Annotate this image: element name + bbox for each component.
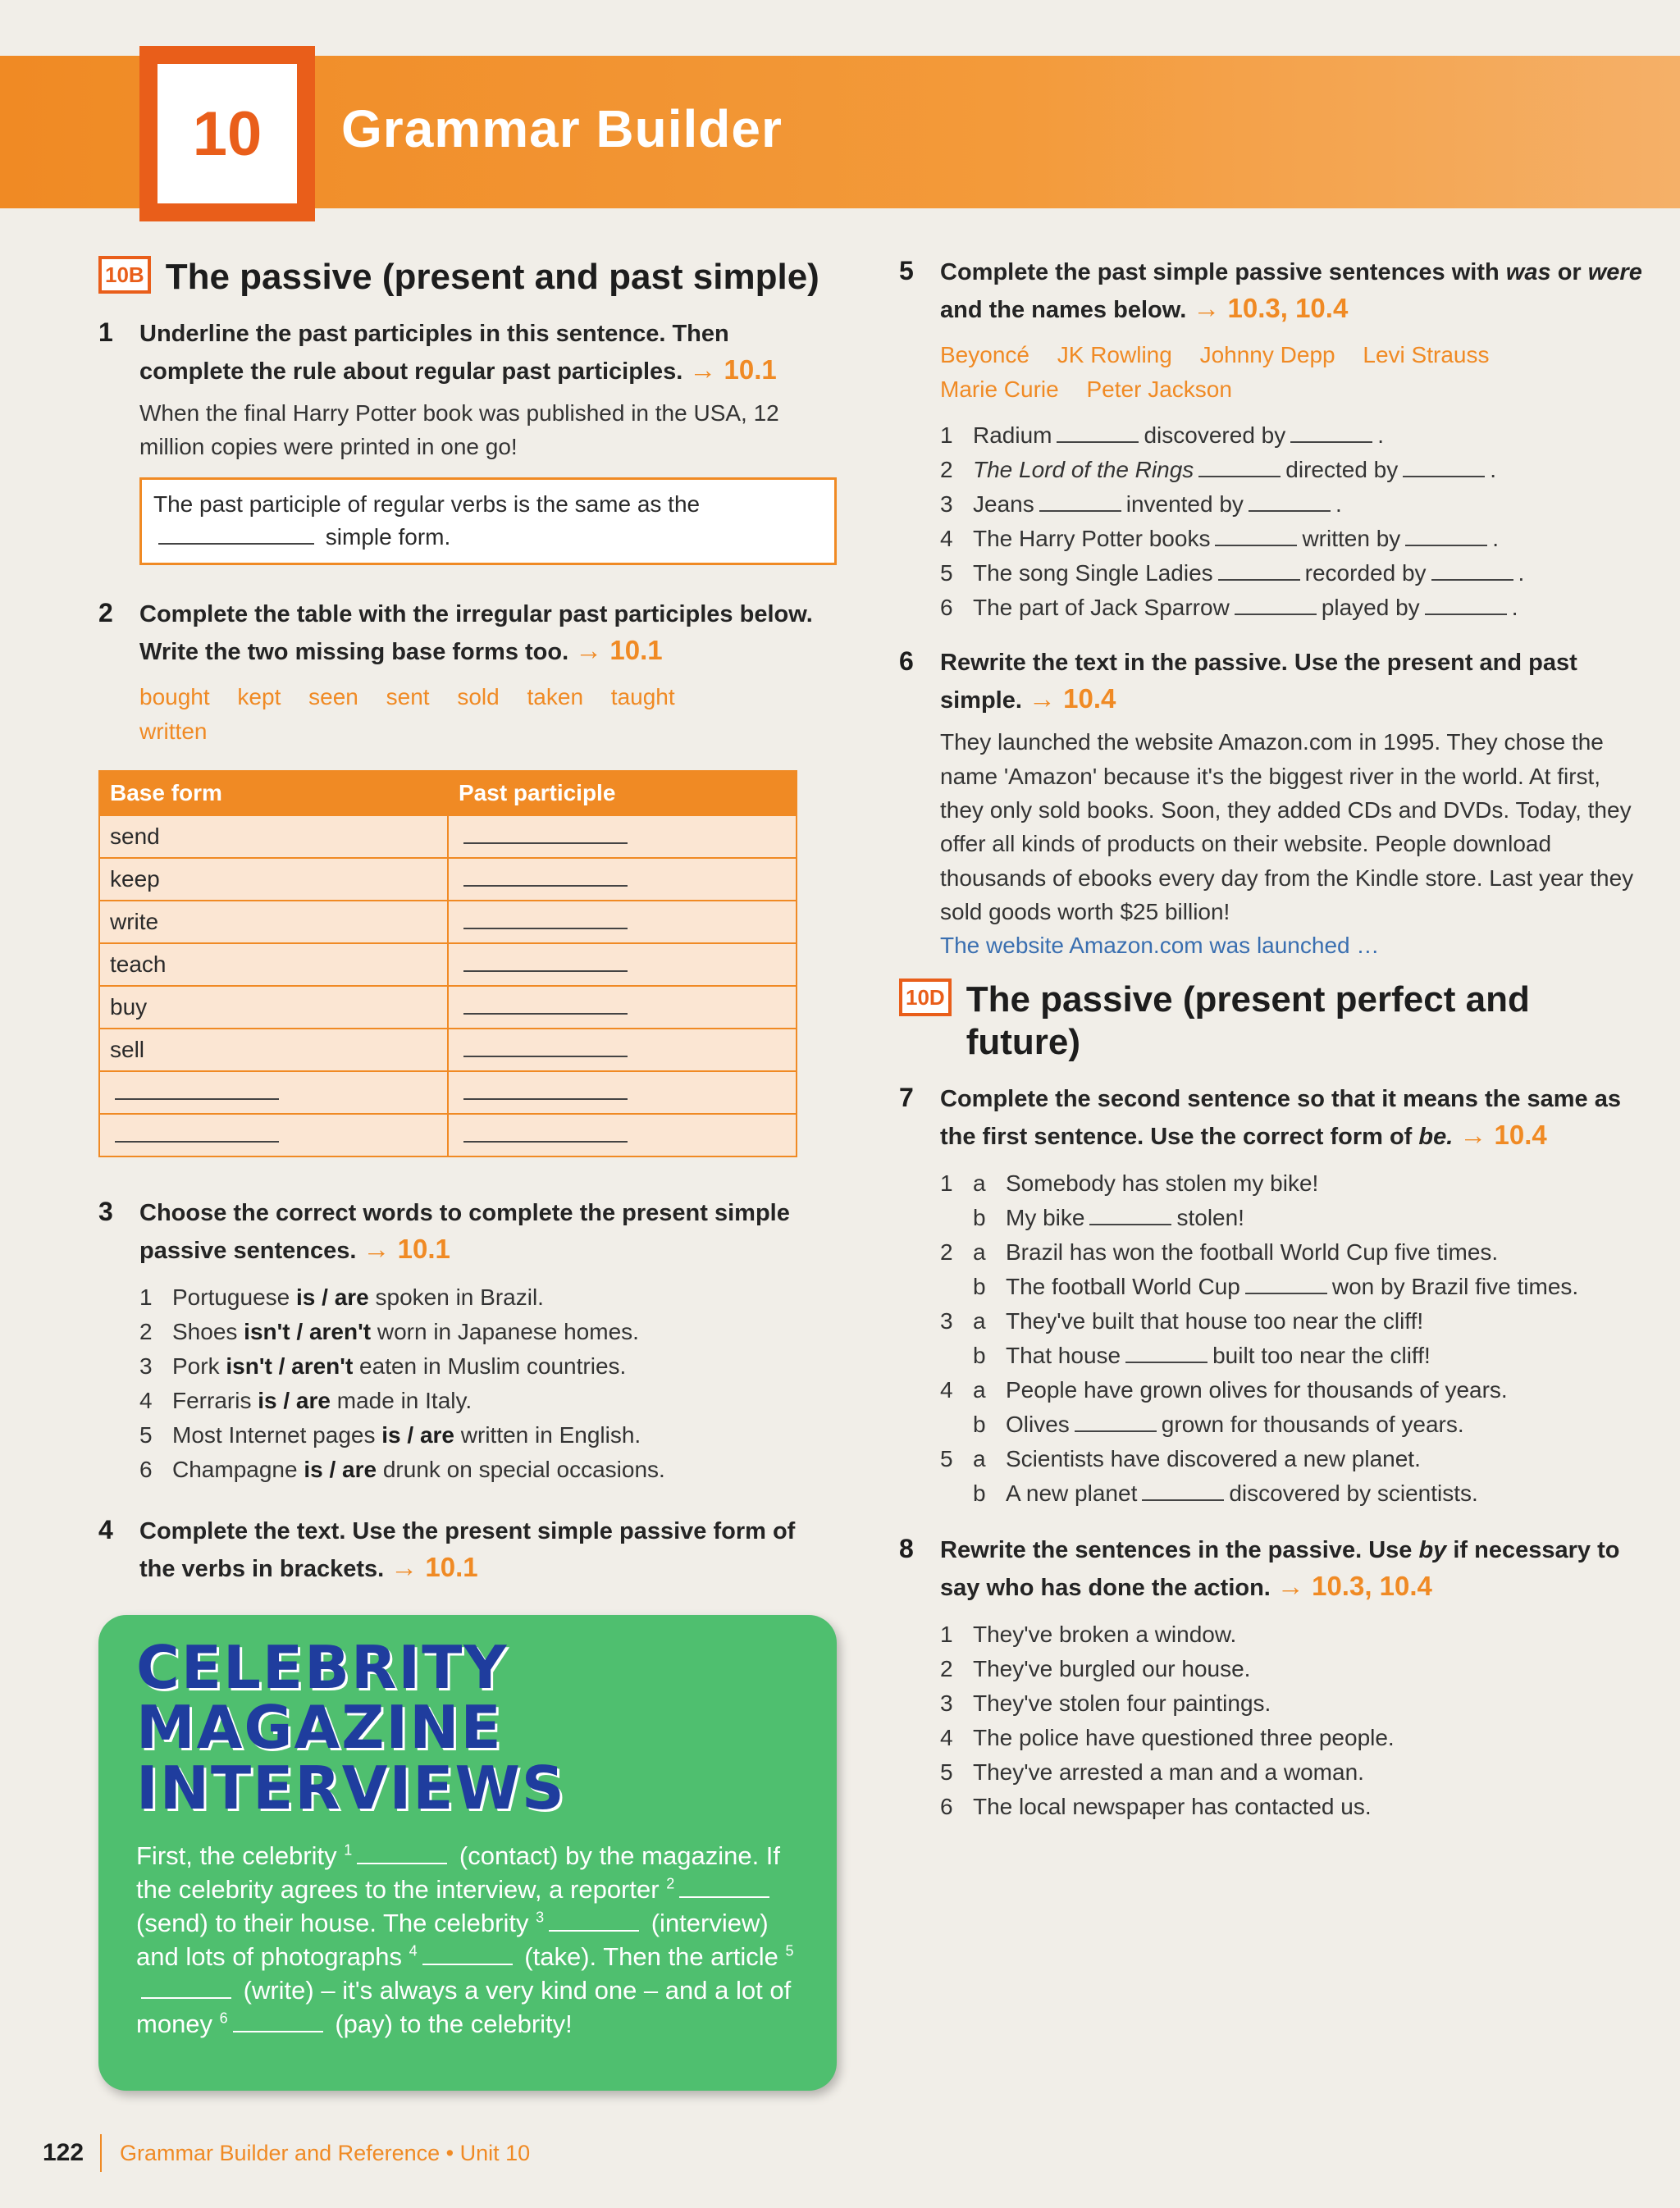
section-10b-heading <box>98 256 837 299</box>
box-title: CELEBRITY MAGAZINE INTERVIEWS <box>136 1632 566 1823</box>
exercise-6 <box>899 646 1646 959</box>
reference-link[interactable]: → 10.4 <box>1029 683 1116 714</box>
choice-options[interactable]: is / are <box>304 1456 377 1482</box>
exercise-8 <box>899 1534 1646 1824</box>
answer-blank[interactable] <box>1405 544 1487 546</box>
table-row: sell <box>99 1029 797 1071</box>
word-item: sold <box>457 683 500 709</box>
exercise-3 <box>98 1197 837 1487</box>
exercise-7 <box>899 1083 1646 1511</box>
answer-blank[interactable] <box>1057 440 1139 443</box>
list-item: 2 Shoes isn't / aren't worn in Japanese homes. <box>139 1318 639 1344</box>
choice-options[interactable]: isn't / aren't <box>244 1318 372 1344</box>
answer-blank[interactable] <box>1249 509 1331 512</box>
list-item: 5 They've arrested a man and a woman. <box>940 1759 1364 1786</box>
answer-blank[interactable] <box>1198 475 1281 477</box>
word-item: Johnny Depp <box>1199 342 1335 368</box>
exercise-instruction: Complete the second sentence so that it means the same as the first sentence. Use the correct form of be. → 10.4 <box>940 1086 1621 1151</box>
unit-number-box <box>139 46 315 221</box>
exercise-1 <box>98 317 837 565</box>
column-header: Past participle <box>448 771 797 815</box>
sentence-list <box>940 1617 1646 1824</box>
name-bank <box>940 338 1646 407</box>
answer-blank[interactable] <box>233 2030 323 2032</box>
exercise-number: 5 <box>899 256 914 285</box>
list-item: 1 Portuguese is / are spoken in Brazil. <box>139 1284 544 1310</box>
table-row: teach <box>99 943 797 986</box>
answer-blank[interactable] <box>1125 1361 1208 1363</box>
answer-blank[interactable] <box>1425 613 1507 615</box>
list-item: 3 a They've built that house too near the cliff! <box>940 1308 1424 1334</box>
section-tag: 10D <box>899 979 952 1016</box>
page-number: 122 <box>43 2139 84 2166</box>
exercise-number: 6 <box>899 646 914 677</box>
list-item: 3 Jeans invented by . <box>940 491 1342 518</box>
answer-blank[interactable] <box>549 1929 639 1932</box>
page-footer <box>0 2128 1680 2177</box>
answer-blank[interactable] <box>679 1896 769 1898</box>
answer-blank[interactable] <box>115 1097 279 1100</box>
answer-blank[interactable] <box>1235 613 1317 615</box>
answer-blank[interactable] <box>1075 1430 1157 1432</box>
column-header: Base form <box>99 771 448 815</box>
exercise-4 <box>98 1515 837 1587</box>
list-item: b The football World Cup won by Brazil five times. <box>973 1274 1579 1300</box>
exercise-2 <box>98 598 837 749</box>
answer-blank[interactable] <box>158 542 314 545</box>
choice-list <box>139 1280 837 1487</box>
exercise-5 <box>899 256 1646 625</box>
answer-blank[interactable] <box>1089 1223 1171 1225</box>
rule-box: The past participle of regular verbs is the same as the simple form. <box>139 477 837 565</box>
list-item: b A new planet discovered by scientists. <box>973 1480 1478 1507</box>
list-item: 1 a Somebody has stolen my bike! <box>940 1170 1319 1197</box>
exercise-instruction: Underline the past participles in this sentence. Then complete the rule about regular past participles. → 10.1 <box>139 320 777 385</box>
word-item: bought <box>139 683 210 709</box>
list-item: b Olives grown for thousands of years. <box>973 1412 1464 1438</box>
answer-blank[interactable] <box>1142 1499 1224 1501</box>
footer-label: Grammar Builder and Reference • Unit 10 <box>120 2141 531 2165</box>
answer-blank[interactable] <box>357 1862 447 1864</box>
list-item: 5 Most Internet pages is / are written in English. <box>139 1421 641 1448</box>
list-item: 2 a Brazil has won the football World Cup five times. <box>940 1239 1499 1266</box>
word-item: Levi Strauss <box>1363 342 1490 368</box>
answer-blank[interactable] <box>463 927 628 929</box>
reference-link[interactable]: → 10.4 <box>1459 1120 1547 1151</box>
exercise-instruction: Complete the past simple passive sentences with was or were and the names below. → 10.3, 10.4 <box>940 259 1642 324</box>
list-item: 2 They've burgled our house. <box>940 1656 1251 1682</box>
answer-blank[interactable] <box>463 842 628 844</box>
section-title: The passive (present perfect and future) <box>966 979 1530 1063</box>
word-item: taught <box>610 683 675 709</box>
answer-blank[interactable] <box>463 1097 628 1100</box>
answer-blank[interactable] <box>1431 578 1513 581</box>
exercise-number: 4 <box>98 1514 113 1544</box>
page-title: Grammar Builder <box>341 99 783 158</box>
choice-options[interactable]: is / are <box>258 1387 331 1413</box>
exercise-instruction: Rewrite the sentences in the passive. Use by if necessary to say who has done the action. → 10.3, 10.4 <box>940 1537 1620 1602</box>
answer-blank[interactable] <box>141 1996 231 1999</box>
list-item: 5 The song Single Ladies recorded by . <box>940 560 1525 586</box>
passage-text: They launched the website Amazon.com in 1995. They chose the name 'Amazon' because it's the biggest river in the world. At first, they only sold books. Soon, they added CDs and DVDs. Today, they offer all kinds of products on their website. People download thousands of ebooks every day from the Kindle store. Last year they sold goods worth $25 billion! <box>940 729 1634 925</box>
word-item: written <box>139 718 208 744</box>
reference-link[interactable]: → 10.1 <box>689 354 777 385</box>
word-item: JK Rowling <box>1057 342 1172 368</box>
participle-table <box>98 770 797 1157</box>
list-item: b My bike stolen! <box>973 1205 1244 1231</box>
list-item: 5 a Scientists have discovered a new planet. <box>940 1446 1421 1472</box>
exercise-number: 7 <box>899 1083 914 1113</box>
sentence-pairs <box>940 1166 1646 1511</box>
reference-link[interactable]: → 10.3, 10.4 <box>1193 293 1349 324</box>
exercise-instruction: Rewrite the text in the passive. Use the present and past simple. → 10.4 <box>940 650 1577 714</box>
table-row: buy <box>99 986 797 1029</box>
table-row: send <box>99 815 797 858</box>
reference-link[interactable]: → 10.1 <box>390 1552 478 1583</box>
list-item: 4 The police have questioned three people. <box>940 1725 1395 1751</box>
table-row <box>99 1114 797 1156</box>
answer-blank[interactable] <box>1218 578 1300 581</box>
word-item: Beyoncé <box>940 342 1029 368</box>
word-item: seen <box>308 683 358 709</box>
list-item: 4 The Harry Potter books written by . <box>940 526 1500 552</box>
answer-blank[interactable] <box>422 1963 513 1965</box>
word-item: taken <box>527 683 584 709</box>
example-answer: The website Amazon.com was launched … <box>940 932 1380 958</box>
answer-blank[interactable] <box>463 884 628 887</box>
list-item: b That house built too near the cliff! <box>973 1343 1431 1369</box>
table-header-row <box>99 771 797 815</box>
list-item: 2 The Lord of the Rings directed by . <box>940 457 1497 483</box>
example-sentence: When the final Harry Potter book was published in the USA, 12 million copies were printed in one go! <box>139 399 779 460</box>
word-bank <box>139 680 837 749</box>
choice-options[interactable]: is / are <box>381 1421 454 1448</box>
list-item: 4 Ferraris is / are made in Italy. <box>139 1387 472 1413</box>
answer-blank[interactable] <box>463 1012 628 1015</box>
answer-blank[interactable] <box>463 969 628 972</box>
list-item: 3 They've stolen four paintings. <box>940 1690 1271 1717</box>
exercise-instruction: Complete the text. Use the present simple passive form of the verbs in brackets. → 10.1 <box>139 1517 796 1583</box>
unit-number: 10 <box>158 64 297 203</box>
section-10d-heading <box>899 979 1646 1065</box>
word-item: Marie Curie <box>940 376 1059 403</box>
exercise-instruction: Choose the correct words to complete the present simple passive sentences. → 10.1 <box>139 1199 790 1265</box>
answer-blank[interactable] <box>1403 475 1485 477</box>
sentence-list <box>940 418 1646 625</box>
left-column <box>98 256 837 2091</box>
table-row: keep <box>99 858 797 901</box>
answer-blank[interactable] <box>1245 1292 1327 1294</box>
exercise-number: 2 <box>98 597 113 627</box>
celebrity-interview-box <box>98 1615 837 2091</box>
list-item: 3 Pork isn't / aren't eaten in Muslim countries. <box>139 1353 627 1379</box>
list-item: 6 Champagne is / are drunk on special occasions. <box>139 1456 665 1482</box>
list-item: 6 The part of Jack Sparrow played by . <box>940 595 1518 621</box>
exercise-number: 3 <box>98 1196 113 1226</box>
table-row <box>99 1071 797 1114</box>
list-item: 4 a People have grown olives for thousands of years. <box>940 1377 1508 1403</box>
choice-options[interactable]: is / are <box>296 1284 369 1310</box>
word-item: sent <box>386 683 430 709</box>
word-item: kept <box>237 683 281 709</box>
section-title: The passive (present and past simple) <box>165 257 819 297</box>
gap-fill-text: First, the celebrity $^1$ (contact) by the magazine. If the celebrity agrees to the interview, a reporter $^2$ (send) to their house. The celebrity $^3$ (interview) and lots of photographs $^4$ (take). Then the article $^5$ (write) – it's always a very kind one – and a lot of money $^6$ (pay) to the celebrity! <box>136 1841 794 2038</box>
exercise-number: 1 <box>98 317 113 347</box>
answer-blank[interactable] <box>1039 509 1121 512</box>
exercise-instruction: Complete the table with the irregular past participles below. Write the two missing base forms too. → 10.1 <box>139 600 813 666</box>
reference-link[interactable]: → 10.3, 10.4 <box>1276 1571 1432 1602</box>
reference-link[interactable]: → 10.1 <box>575 635 663 666</box>
list-item: 1 They've broken a window. <box>940 1622 1237 1648</box>
exercise-number: 8 <box>899 1534 914 1564</box>
list-item: 6 The local newspaper has contacted us. <box>940 1794 1372 1820</box>
answer-blank[interactable] <box>115 1140 279 1143</box>
reference-link[interactable]: → 10.1 <box>363 1234 450 1265</box>
answer-blank[interactable] <box>1290 440 1372 443</box>
right-column <box>899 256 1646 1839</box>
word-item: Peter Jackson <box>1086 376 1232 403</box>
choice-options[interactable]: isn't / aren't <box>226 1353 354 1379</box>
answer-blank[interactable] <box>463 1055 628 1057</box>
section-tag: 10B <box>98 256 151 294</box>
table-row: write <box>99 901 797 943</box>
answer-blank[interactable] <box>1215 544 1297 546</box>
list-item: 1 Radium discovered by . <box>940 422 1385 449</box>
footer-divider <box>100 2134 102 2172</box>
answer-blank[interactable] <box>463 1140 628 1143</box>
